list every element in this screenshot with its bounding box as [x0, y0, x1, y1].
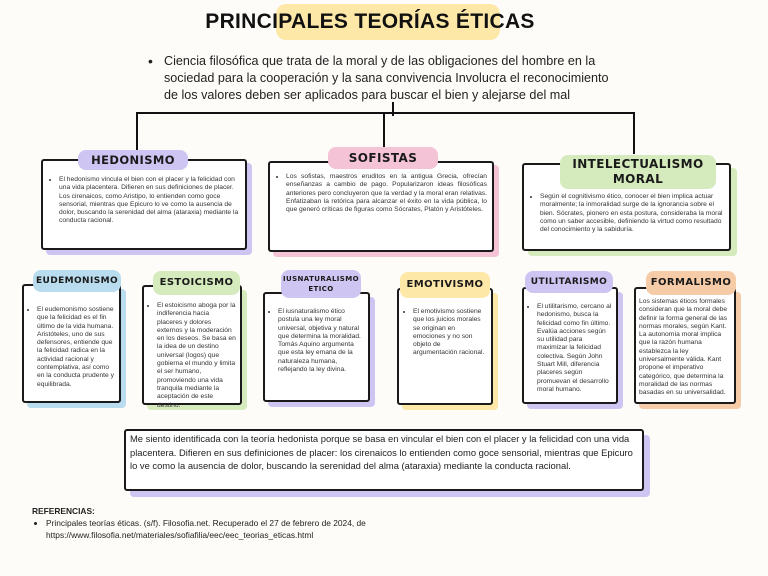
card-sofistas [268, 161, 494, 252]
card-text: • El emotivismo sostiene que los juicios morales se originan en emociones y no son objeto de argumentación racional. [413, 308, 486, 358]
card-text: • El eudemonismo sostiene que la felicidad es el fin último de la vida humana. Aristóteles, uno de sus defensores, entiende que la felicidad radica en la actividad racional y contemplativa, así como en la conducta prudente y equilibrada. [37, 306, 115, 389]
card-iusnaturalismo [263, 292, 370, 402]
card-text: • Según el cognitivismo ético, conocer el bien implica actuar moralmente; la inmoralidad surge de la ignorancia sobre el bien. Sócrates, pionero en esta postura, consideraba la moral como un saber accesible, definiendo la virtud como resultado del conocimiento y la sabiduría. [540, 193, 724, 234]
tag-utilitarismo: UTILITARISMO [525, 271, 613, 293]
tag-hedonismo: HEDONISMO [78, 150, 188, 170]
card-utilitarismo [522, 287, 618, 404]
tag-estoicismo: ESTOICISMO [153, 271, 240, 295]
tag-eudemonismo: EUDEMONISMO [33, 270, 121, 292]
card-emotivismo [397, 288, 493, 405]
card-estoicismo [142, 285, 242, 409]
card-text: Los sistemas éticos formales consideran que la moral debe definir la forma general de las normas morales, según Kant. La autonomía moral implica que la razón humana establezca la ley universalmente válida. Kant propone el imperativo categórico, que determina la moralidad de las normas basadas en su universalidad. [639, 298, 728, 397]
tag-emotivismo: EMOTIVISMO [400, 272, 490, 298]
page-title: PRINCIPALES TEORÍAS ÉTICAS [205, 10, 535, 33]
connector-line [383, 112, 385, 148]
card-text: • El iusnaturalismo ético postula una ley moral universal, objetiva y natural que determina la moralidad. Tomás Aquino argumenta que esta ley emana de la naturaleza humana, reflejando la ley divina. [278, 308, 364, 374]
card-text: • El hedonismo vincula el bien con el placer y la felicidad con una vida placentera. Difieren en sus definiciones de placer. Los cirenaicos, como Aristipo, lo entienden como goce sensorial, mientras que Epicuro lo ve como la ausencia de dolor, buscando la serenidad del alma (ataraxia) mediante la conducta racional. [59, 176, 240, 226]
conclusion-box [124, 429, 644, 491]
card-formalismo [634, 287, 736, 404]
references [32, 505, 452, 541]
card-eudemonismo [22, 284, 121, 403]
intro-paragraph [148, 53, 618, 105]
card-text: • El estoicismo aboga por la indiferencia hacia placeres y dolores externos y la moderación en los deseos. Se basa en la idea de un destino universal (logos) que gobierna el mundo y limita el ser humano, promoviendo una vida tranquila mediante la aceptación de este destino. [157, 302, 236, 410]
card-text: • Los sofistas, maestros eruditos en la antigua Grecia, ofrecían enseñanzas a cambio de pago. Popularizaron ideas filosóficas anteriores pero concluyeron que la verdad y la moral eran relativas. Enfatizaban la retórica para alcanzar el éxito en la vida pública, lo que generó críticas de figuras como Sócrates, Platón y Aristóteles. [286, 173, 487, 214]
bullet-icon: • [148, 53, 153, 69]
connector-line [633, 112, 635, 154]
connector-line [136, 112, 138, 154]
tag-iusnaturalismo: IUSNATURALISMO ETICO [281, 270, 361, 298]
card-text: • El utilitarismo, cercano al hedonismo, busca la felicidad como fin último. Evalúa acciones según su utilidad para maximizar la felicidad colectiva. Según John Stuart Mill, diferencia placeres según promuevan el desarrollo moral humano. [537, 303, 612, 394]
connector-line [136, 112, 635, 114]
reference-item: • Principales teorías éticas. (s/f). Filosofia.net. Recuperado el 27 de febrero de 2024, de https://www.filosofia.net/materiales/sofiafilia/eec/eec_teorias_eticas.html [46, 517, 452, 541]
intro-text: Ciencia filosófica que trata de la moral y de las obligaciones del hombre en la sociedad para la cooperación y la sana convivencia Involucra el reconocimiento de los valores deben ser aplicados para buscar el bien y alejarse del mal [164, 54, 609, 103]
tag-formalismo: FORMALISMO [646, 271, 736, 295]
references-heading: REFERENCIAS: [32, 506, 95, 516]
tag-intelectualismo: INTELECTUALISMO MORAL [560, 155, 716, 189]
card-hedonismo [41, 159, 247, 250]
tag-sofistas: SOFISTAS [328, 147, 438, 169]
conclusion-text: Me siento identificada con la teoría hedonista porque se basa en vincular el bien con el placer y la felicidad con una vida placentera. Difieren en sus definiciones de placer: los cirenaicos lo entienden como goce sensorial, mientras que Epicuro lo ve como la ausencia de dolor, buscando la serenidad del alma (ataraxia) mediante la conducta racional. [130, 433, 633, 471]
